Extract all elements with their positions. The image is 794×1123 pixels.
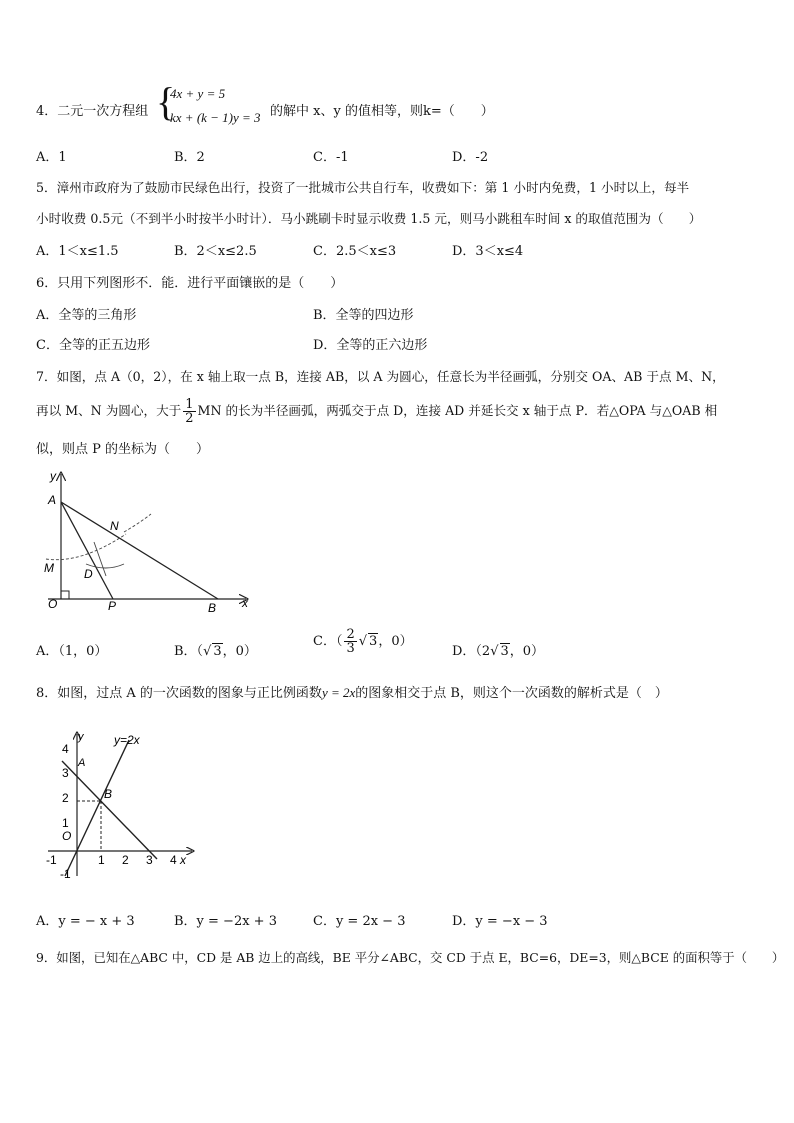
q9-stem: 9．如图，已知在△ABC 中，CD 是 AB 边上的高线，BE 平分∠ABC，交 CD 于点 E，BC=6，DE=3，则△BCE 的面积等于（ ） xyxy=(36,950,785,965)
fig7-label-x: x xyxy=(242,596,248,610)
q8-label-b: B xyxy=(104,787,113,801)
half-fraction xyxy=(183,398,195,425)
q6-option-c[interactable]: C．全等的正五边形 xyxy=(36,338,150,353)
fraction-denominator: 2 xyxy=(185,411,194,426)
q8-stem-pre: 8．如图，过点 A 的一次函数的图象与正比例函数 xyxy=(36,686,322,701)
q8-line-ab xyxy=(62,761,157,859)
q7-line2-post: MN 的长为半径画弧，两弧交于点 D，连接 AD 并延长交 x 轴于点 P．若△OPA 与△OAB 相 xyxy=(197,403,718,418)
q8-tick-y4: 4 xyxy=(62,742,69,756)
q5-option-c[interactable]: C．2.5＜x≤3 xyxy=(313,244,397,259)
q7-option-d-radicand: 3 xyxy=(500,644,509,659)
fig7-label-d: D xyxy=(84,567,93,581)
q5-option-a[interactable]: A．1＜x≤1.5 xyxy=(36,244,119,259)
q5-stem-line2: 小时收费 0.5元（不到半小时按半小时计）．马小跳刷卡时显示收费 1.5 元，则马小跳租车时间 x 的取值范围为（ ） xyxy=(36,211,702,226)
q4-equation-2: kx + (k − 1)y = 3 xyxy=(170,110,261,125)
fig7-label-o: O xyxy=(48,597,58,611)
fig7-label-b: B xyxy=(208,601,217,614)
q8-tick-x3: 3 xyxy=(146,853,153,867)
q5-option-b[interactable]: B．2＜x≤2.5 xyxy=(174,244,257,259)
fig7-label-n: N xyxy=(110,519,119,533)
q8-label-a: A xyxy=(78,757,86,769)
q7-option-b-pre: B．（ xyxy=(174,644,204,659)
q4-option-c[interactable]: C．-1 xyxy=(313,150,349,165)
q8-tick-x4: 4 xyxy=(170,853,177,867)
q8-option-a[interactable]: A．y = − x + 3 xyxy=(36,914,135,929)
q6-stem: 6．只用下列图形不．能．进行平面镶嵌的是（ ） xyxy=(36,276,344,291)
q7-option-a[interactable]: A．（1，0） xyxy=(36,644,108,659)
fig7-label-p: P xyxy=(108,599,117,613)
q7-line2-pre: 再以 M、N 为圆心，大于 xyxy=(36,403,182,418)
q4-option-a[interactable]: A．1 xyxy=(36,150,67,165)
q8-option-d[interactable]: D．y = −x − 3 xyxy=(452,914,548,929)
q7-option-c-radicand: 3 xyxy=(369,634,378,649)
q8-tick-y3: 3 xyxy=(62,766,69,780)
q8-label-x: x xyxy=(180,853,186,867)
q8-tick-ym1: -1 xyxy=(60,867,71,881)
q8-option-b[interactable]: B．y = −2x + 3 xyxy=(174,914,277,929)
arc-from-a-2 xyxy=(124,514,151,532)
q7-option-c-denominator: 3 xyxy=(346,641,355,656)
q5-stem-line1: 5．漳州市政府为了鼓励市民绿色出行，投资了一批城市公共自行车，收费如下：第 1 小时内免费，1 小时以上，每半 xyxy=(36,180,690,195)
q8-label-y2x: y=2x xyxy=(114,733,140,747)
q8-stem-post: 的图象相交于点 B，则这个一次函数的解析式是（ ） xyxy=(355,686,668,701)
q4-stem-pre: 4．二元一次方程组 xyxy=(36,104,149,119)
right-angle-mark xyxy=(61,591,69,599)
q8-option-c[interactable]: C．y = 2x − 3 xyxy=(313,914,406,929)
q7-option-d-post: ，0） xyxy=(509,644,545,659)
q5-option-d[interactable]: D．3＜x≤4 xyxy=(452,244,524,259)
q7-option-c[interactable]: C．（ $\frac{2}{3}$ √ 3，0） xyxy=(313,627,413,656)
q7-figure xyxy=(36,464,256,614)
q8-tick-y1: 1 xyxy=(62,816,69,830)
fig7-label-y: y xyxy=(50,469,56,483)
q7-stem-line2 xyxy=(36,398,717,425)
q8-tick-x2: 2 xyxy=(122,853,129,867)
q4-equation-1: 4x + y = 5 xyxy=(170,86,226,101)
q7-option-b[interactable]: B．（√ 3，0） xyxy=(174,644,257,659)
q8-label-y: y xyxy=(78,731,84,743)
q4-stem-post: 的解中 x、y 的值相等，则k=（ ） xyxy=(270,104,494,119)
fraction-numerator: 1 xyxy=(185,397,194,412)
q6-option-d[interactable]: D．全等的正六边形 xyxy=(313,338,428,353)
q8-tick-y2: 2 xyxy=(62,791,69,805)
q6-option-b[interactable]: B．全等的四边形 xyxy=(313,308,414,323)
system-brace: { xyxy=(156,79,176,124)
q7-option-c-post: ，0） xyxy=(378,634,413,649)
q8-stem-math: y = 2x xyxy=(321,685,356,700)
q7-stem-line1: 7．如图，点 A（0，2），在 x 轴上取一点 B，连接 AB，以 A 为圆心，任意长为半径画弧，分别交 OA、AB 于点 M、N， xyxy=(36,369,725,384)
q7-option-d-pre: D．（2 xyxy=(452,644,491,659)
q8-graph xyxy=(40,728,200,883)
segment-ap xyxy=(61,502,113,599)
q8-stem xyxy=(36,682,668,701)
segment-ab xyxy=(61,502,218,599)
q7-option-b-post: ，0） xyxy=(222,644,257,659)
arc-from-a xyxy=(46,534,126,560)
q7-option-c-pre: C．（ xyxy=(313,634,343,649)
q7-option-d[interactable]: D．（2√ 3，0） xyxy=(452,644,545,659)
q8-tick-x1: 1 xyxy=(98,853,105,867)
q8-label-o: O xyxy=(62,829,72,843)
q7-stem-line3: 似，则点 P 的坐标为（ ） xyxy=(36,442,210,457)
q4-option-d[interactable]: D．-2 xyxy=(452,150,489,165)
q8-line-y2x xyxy=(65,740,129,876)
q6-option-a[interactable]: A．全等的三角形 xyxy=(36,308,137,323)
fig7-label-m: M xyxy=(44,561,54,575)
q7-option-b-radicand: 3 xyxy=(213,644,222,659)
fig7-label-a: A xyxy=(48,493,57,507)
q8-tick-xm1: -1 xyxy=(46,853,57,867)
q4-option-b[interactable]: B．2 xyxy=(174,150,205,165)
q7-option-c-numerator: 2 xyxy=(346,627,355,642)
q7-option-c-fraction xyxy=(344,628,356,655)
